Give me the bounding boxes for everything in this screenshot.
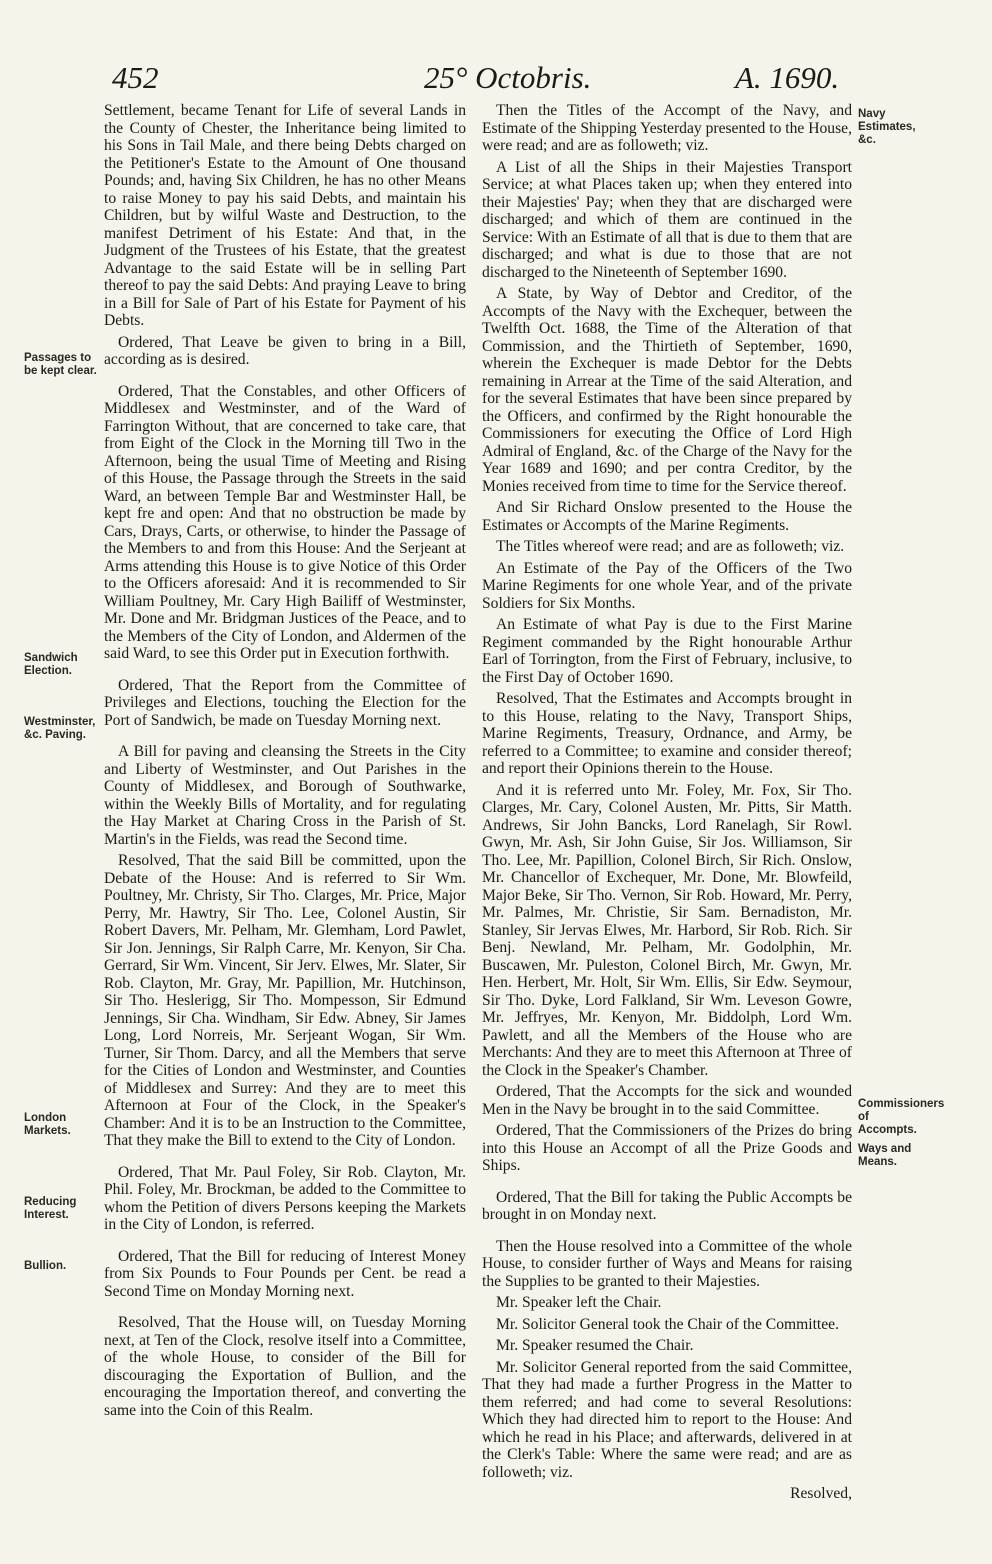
paragraph: Resolved, That the House will, on Tuesday Morning next, at Ten of the Clock, resolve itself into a Committee, of the whole House, to consider of the Bill for discouraging the Exportation of Bullion, and the encouraging the Importation thereof, and converting the same into the Coin of this Realm. — [104, 1314, 466, 1419]
margin-note-passages: Passages to be kept clear. — [24, 352, 97, 377]
paragraph: Ordered, That Leave be given to bring in a Bill, according as is desired. — [104, 333, 466, 368]
paragraph: Then the Titles of the Accompt of the Navy, and Estimate of the Shipping Yesterday presented to the House, were read; and are as followeth; viz. — [482, 102, 852, 154]
paragraph: A List of all the Ships in their Majesties Transport Service; at what Places taken up; when they entered into their Majesties' Pay; when they that are discharged were discharged; and which of them are continued in the Service: With an Estimate of all that is due to them that are discharged; and what is due to those that are not discharged to the Nineteenth of September 1690. — [482, 158, 852, 281]
paragraph: Ordered, That the Constables, and other Officers of Middlesex and Westminster, and of the Ward of Farrington Without, that are concerned to take care, that from Eight of the Clock in the Morning till Two in the Afternoon, being the usual Time of Meeting and Rising of this House, the Passage through the Streets in the said Ward, an between Temple Bar and Westminster Hall, be kept fre and open: And that no obstruction be made by Cars, Drays, Carts, or otherwise, to hinder the Passage of the Members to and from this House: And the Serjeant at Arms attending this House is to give Notice of this Order to the Officers aforesaid: And it is recommended to Sir William Poultney, Mr. Cary High Bailiff of Westminster, Mr. Done and Mr. Bridgman Justices of the Peace, and to the Members of the City of London, and Aldermen of the said Ward, to see this Order put in Execution forthwith. — [104, 382, 466, 662]
paragraph: A State, by Way of Debtor and Creditor, of the Accompts of the Navy with the Exchequer, between the Twelfth Oct. 1688, the Time of the Alteration of that Commission, and the Thirtieth of September, 1690, wherein the Exchequer is made Debtor for the Debts remaining in Arrear at the Time of the said Alteration, and for the several Estimates that have been since prepared by the Officers, and confirmed by the Right honourable the Commissioners for executing the Office of Lord High Admiral of England, &c. of the Charge of the Navy for the Year 1689 and 1690; and per contra Creditor, by the Monies received from time to time for the Service thereof. — [482, 285, 852, 495]
paragraph: Then the House resolved into a Committee of the whole House, to consider further of Ways and Means for raising the Supplies to be granted to their Majesties. — [482, 1237, 852, 1290]
page-number: 452 — [112, 60, 159, 95]
paragraph: Ordered, That the Commissioners of the Prizes do bring into this House an Accompt of all the Prize Goods and Ships. — [482, 1122, 852, 1174]
paragraph: Ordered, That the Report from the Committee of Privileges and Elections, touching the Election for the Port of Sandwich, be made on Tuesday Morning next. — [104, 676, 466, 729]
margin-note-navy: Navy Estimates, &c. — [858, 108, 916, 146]
margin-note-reducing: Reducing Interest. — [24, 1196, 77, 1221]
catchword: Resolved, — [790, 1485, 852, 1502]
paragraph: And Sir Richard Onslow presented to the House the Estimates or Accompts of the Marine Regiments. — [482, 499, 852, 534]
page-date: 25° Octobris. — [424, 60, 592, 95]
margin-note-bullion: Bullion. — [24, 1260, 67, 1272]
paragraph: Resolved, That the said Bill be committed, upon the Debate of the House: And is referred to Sir Wm. Poultney, Mr. Christy, Sir Tho. Clarges, Mr. Price, Major Perry, Mr. Hawtry, Sir Tho. Lee, Colonel Austin, Sir Robert Davers, Mr. Pelham, Mr. Glemham, Lord Pawlet, Sir Jon. Jennings, Sir Ralph Carre, Mr. Kenyon, Sir Cha. Gerrard, Sir Wm. Vincent, Sir Jerv. Elwes, Mr. Slater, Sir Rob. Clayton, Mr. Gray, Mr. Papillion, Mr. Hutchinson, Sir Tho. Heslerigg, Sir Tho. Mompesson, Sir Edmund Jennings, Sir Cha. Windham, Sir Edw. Abney, Sir James Long, Lord Norreis, Mr. Serjeant Wogan, Sir Wm. Turner, Sir Thom. Darcy, and all the Members that serve for the Cities of London and Westminster, and Counties of Middlesex and Surrey: And they are to meet this Afternoon at Four of the Clock, in the Speaker's Chamber: And it is to be an Instruction to the Committee, That they make the Bill to extend to the City of London. — [104, 852, 466, 1149]
page-year: A. 1690. — [735, 60, 840, 95]
margin-note-london-markets: London Markets. — [24, 1112, 71, 1137]
paragraph: Ordered, That the Accompts for the sick and wounded Men in the Navy be brought in to the said Committee. — [482, 1083, 852, 1118]
paragraph: Settlement, became Tenant for Life of several Lands in the County of Chester, the Inheritance being limited to his Sons in Tail Male, and there being Debts charged on the Petitioner's Estate to the Amount of One thousand Pounds; and, having Six Children, he has no other Means to raise Money to pay his said Debts, and maintain his Children, but by wilful Waste and Destruction, to the manifest Detriment of his Estate: And that, in the Judgment of the Trustees of his Estate, that the greatest Advantage to the said Estate will be in selling Part thereof to pay the said Debts: And praying Leave to bring in a Bill for Sale of Part of his Estate for Payment of his Debts. — [104, 102, 466, 329]
paragraph: Ordered, That the Bill for reducing of Interest Money from Six Pounds to Four Pounds per Cent. be read a Second Time on Monday Morning next. — [104, 1247, 466, 1300]
paragraph: Mr. Speaker left the Chair. — [496, 1294, 662, 1311]
paragraph: An Estimate of what Pay is due to the First Marine Regiment commanded by the Right honourable Arthur Earl of Torrington, from the First of February, inclusive, to the First Day of October 1690. — [482, 616, 852, 686]
paragraph: An Estimate of the Pay of the Officers of the Two Marine Regiments for one whole Year, and of the private Soldiers for Six Months. — [482, 559, 852, 612]
paragraph: The Titles whereof were read; and are as followeth; viz. — [496, 538, 845, 555]
paragraph: Ordered, That Mr. Paul Foley, Sir Rob. Clayton, Mr. Phil. Foley, Mr. Brockman, be added to the Committee to whom the Petition of divers Persons keeping the Markets in the City of London, is referred. — [104, 1163, 466, 1233]
margin-note-commissioners: Commissioners of Accompts. — [858, 1098, 945, 1136]
paragraph: A Bill for paving and cleansing the Streets in the City and Liberty of Westminster, and Out Parishes in the County of Middlesex, and Borough of Southwarke, within the Weekly Bills of Mortality, and for regulating the Hay Market at Charing Cross in the Parish of St. Martin's in the Fields, was read the Second time. — [104, 743, 466, 848]
margin-note-westminster: Westminster, &c. Paving. — [24, 716, 96, 741]
left-column — [104, 102, 466, 1423]
paragraph: Mr. Speaker resumed the Chair. — [496, 1337, 694, 1354]
paragraph: And it is referred unto Mr. Foley, Mr. Fox, Sir Tho. Clarges, Mr. Cary, Colonel Austen, Mr. Pitts, Sir Matth. Andrews, Sir John Bancks, Lord Ranelagh, Sir Rowl. Gwyn, Mr. Ash, Sir John Guise, Sir Jos. Williamson, Sir Tho. Lee, Mr. Papillion, Colonel Birch, Sir Rich. Onslow, Mr. Chancellor of Exchequer, Mr. Done, Mr. Blowfeild, Major Beke, Sir Tho. Vernon, Sir Rob. Howard, Mr. Perry, Mr. Palmes, Mr. Christie, Sir Sam. Bernadiston, Mr. Stanley, Sir Jervas Elwes, Mr. Harbord, Sir Rob. Rich. Sir Benj. Newland, Mr. Pelham, Mr. Godolphin, Mr. Buscawen, Mr. Puleston, Colonel Birch, Mr. Gwyn, Mr. Hen. Herbert, Mr. Holt, Sir Wm. Ellis, Sir Edw. Seymour, Sir Tho. Dyke, Lord Falkland, Sir Wm. Leveson Gowre, Mr. Jeffryes, Mr. Kenyon, Mr. Biddolph, Lord Wm. Pawlett, and all the Members of the House who are Merchants: And they are to meet this Afternoon at Three of the Clock in the Speaker's Chamber. — [482, 781, 852, 1079]
margin-note-ways: Ways and Means. — [858, 1143, 912, 1168]
paragraph: Ordered, That the Bill for taking the Public Accompts be brought in on Monday next. — [482, 1188, 852, 1223]
paragraph: Mr. Solicitor General reported from the said Committee, That they had made a further Progress in the Matter to them referred; and had come to several Resolutions: Which they had directed him to report to the House: And which he read in his Place; and afterwards, delivered in at the Clerk's Table: Where the same were read; and are as followeth; viz. — [482, 1358, 852, 1481]
paragraph: Resolved, That the Estimates and Accompts brought in to this House, relating to the Navy, Transport Ships, Marine Regiments, Treasury, Ordnance, and Army, be referred to a Committee; to examine and consider thereof; and report their Opinions therein to the House. — [482, 690, 852, 777]
paragraph: Mr. Solicitor General took the Chair of the Committee. — [496, 1315, 839, 1333]
margin-note-sandwich: Sandwich Election. — [24, 652, 78, 677]
right-column — [482, 102, 852, 1507]
page-header — [0, 58, 992, 98]
